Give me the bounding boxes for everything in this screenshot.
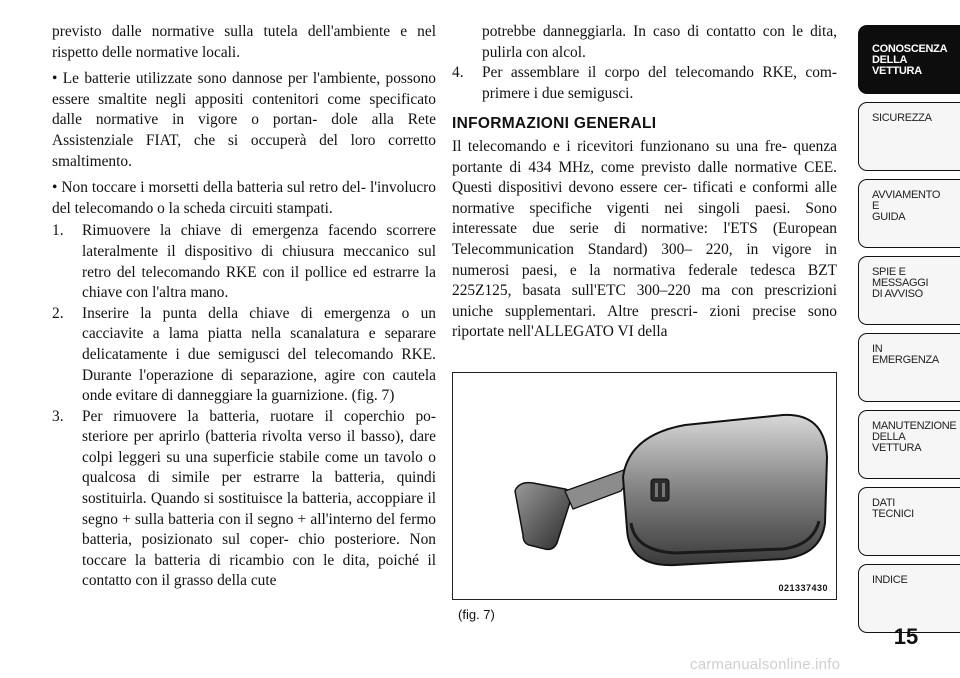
chapter-tab-label: CONOSCENZA DELLA VETTURA [872,43,948,77]
step-2 [52,304,436,407]
chapter-tab[interactable] [858,487,960,556]
chapter-tab[interactable] [858,333,960,402]
chapter-tab[interactable] [858,179,960,248]
figure-caption: (fig. 7) [458,607,495,622]
step-text: Per rimuovere la batteria, ruotare il coperchio po- steriore per aprirlo (batteria rivolta verso il basso), dare colpi leggeri su una superficie stabile come un tavolo o qualcosa di simile per estrarre la batteria, quindi sostituirla. Quando si sostituisce la batteria, accoppiare il segno + sulla batteria con il segno + all'interno del fermo batteria, posizionato sul coper- chio posteriore. Non toccare la batteria di ricambio con le dita, poiché il contatto con il grasso della cute [82,407,436,590]
right-text-column [452,22,837,349]
step-3 [52,407,436,592]
release-latch [651,479,669,501]
chapter-tab-label: MANUTENZIONE DELLA VETTURA [872,420,957,454]
key-fob-illustration [453,373,836,599]
intro-paragraph: previsto dalle normative sulla tutela dell'ambiente e nel rispetto delle normative locali. [52,23,436,61]
step-number: 2. [52,304,64,322]
chapter-tab[interactable] [858,25,960,94]
chapter-tab[interactable] [858,410,960,479]
chapter-tab-label: AVVIAMENTO E GUIDA [872,189,941,223]
battery-terminals-bullet: • Non toccare i morsetti della batteria sul retro del- l'involucro del telecomando o la scheda circuiti stampati. [52,179,436,217]
chapter-tabs [858,25,960,641]
chapter-tab-label: SPIE E MESSAGGI DI AVVISO [872,266,929,300]
step-3-continuation: potrebbe danneggiarla. In caso di contatto con le dita, pulirla con alcol. [482,23,837,61]
step-1 [52,221,436,303]
step-text: Per assemblare il corpo del telecomando RKE, com- primere i due semigusci. [482,64,837,102]
chapter-tab-label: INDICE [872,574,908,586]
step-text: Inserire la punta della chiave di emergenza o un cacciavite a lama piatta nella scanalatura e separare delicatamente i due semigusci del telecomando RKE. Durante l'operazione di separazione, agire con cautela onde evitare di danneggiare la guarnizione. (fig. 7) [82,304,436,405]
step-number: 3. [52,407,64,425]
step-number: 1. [52,222,64,240]
chapter-tab[interactable] [858,564,960,633]
section-heading: INFORMAZIONI GENERALI [452,115,657,133]
watermark: carmanualsonline.info [690,656,841,673]
chapter-tab-label: SICUREZZA [872,112,932,124]
left-text-column [52,22,436,592]
page-number: 15 [893,624,919,649]
emergency-key-head [515,483,571,550]
figure-7-box [452,372,837,600]
figure-code: 021337430 [778,583,828,593]
battery-disposal-bullet: • Le batterie utilizzate sono dannose per l'ambiente, possono essere smaltite negli appositi contenitori come specificato dalle normative in vigore o portan- dole alla Rete Assistenziale FIAT, che si occuperà del loro corretto smaltimento. [52,70,436,170]
general-info-paragraph: Il telecomando e i ricevitori funzionano su una fre- quenza portante di 434 MHz, come previsto dalle normative CEE. Questi dispositivi devono essere cer- tificati e conformi alle normative specifiche vigenti nei singoli paesi. Sono interessate due serie di normative: l'ETS (European Telecommunication Standard) 300– 220, in vigore in numerosi paesi, e la normativa federale tedesca BZT 225Z125, basata sull'ETC 300–220 ma con prescrizioni uniche supplementari. Altre prescri- zioni precise sono riportate nell'ALLEGATO VI della [452,137,837,341]
chapter-tab[interactable] [858,256,960,325]
step-number: 4. [452,64,464,82]
chapter-tab[interactable] [858,102,960,171]
chapter-tab-label: DATI TECNICI [872,497,914,520]
step-text: Rimuovere la chiave di emergenza facendo scorrere lateralmente il dispositivo di chiusura meccanico sul retro del telecomando RKE con il pollice ed estrarre la chiave con l'altra mano. [82,222,436,302]
step-4 [452,63,837,104]
chapter-tab-label: IN EMERGENZA [872,343,939,366]
